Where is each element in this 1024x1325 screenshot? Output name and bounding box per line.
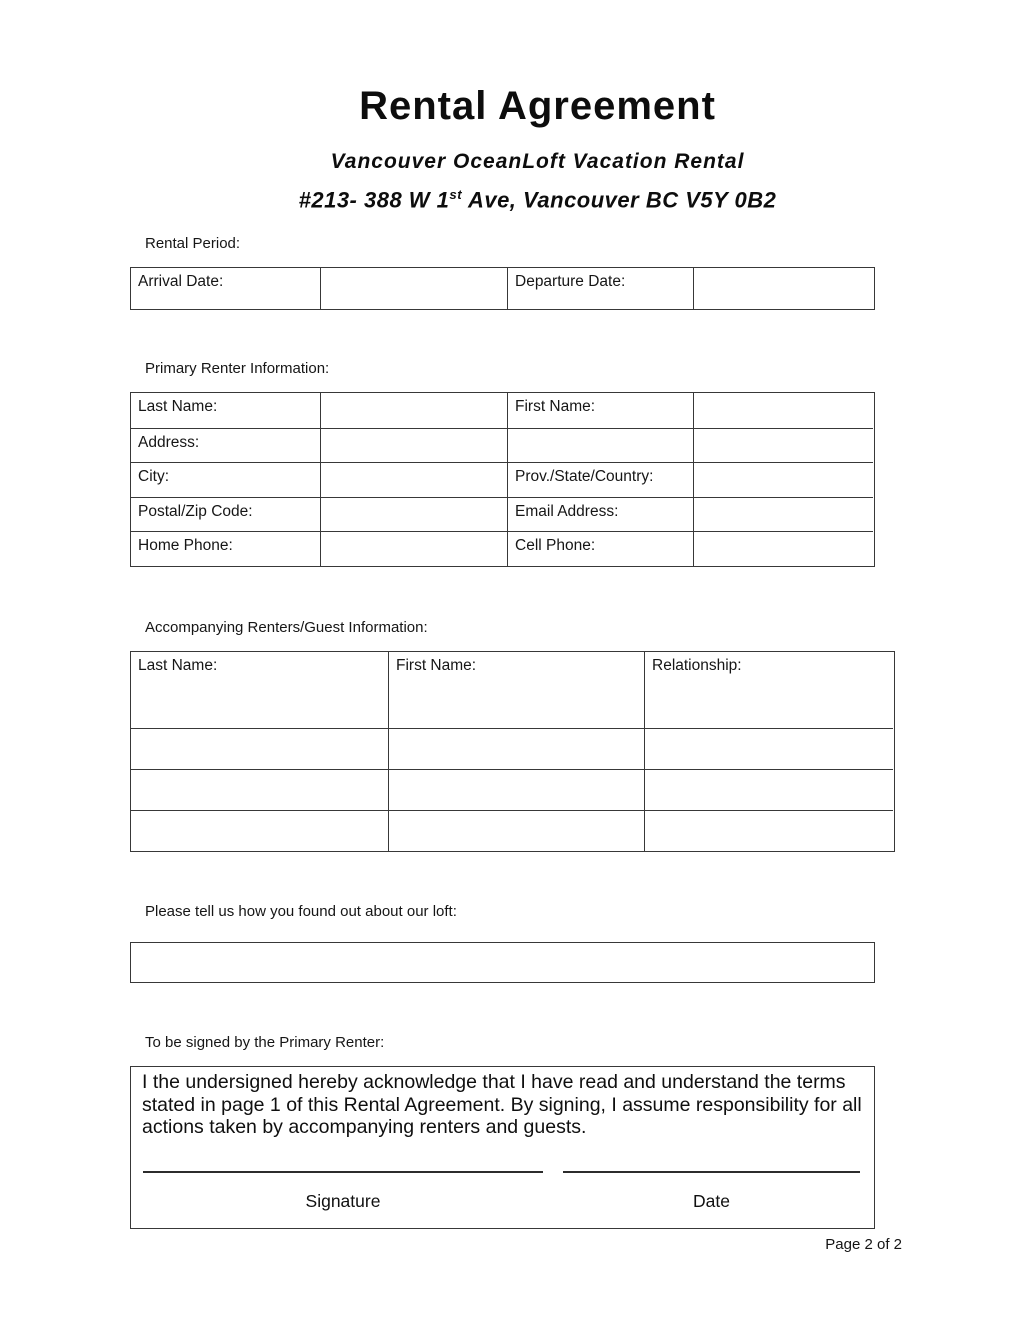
prov-state-country-label: Prov./State/Country: bbox=[507, 462, 693, 497]
home-phone-field[interactable] bbox=[320, 531, 507, 566]
guest-row3-relationship-cell[interactable] bbox=[644, 810, 893, 851]
first-name-label: First Name: bbox=[507, 393, 693, 428]
rental-period-table bbox=[130, 267, 875, 310]
guest-row3-first-name-cell[interactable] bbox=[388, 810, 644, 851]
guest-row2-relationship-cell[interactable] bbox=[644, 769, 893, 810]
arrival-date-field[interactable] bbox=[320, 268, 507, 309]
city-field[interactable] bbox=[320, 462, 507, 497]
departure-date-label: Departure Date: bbox=[507, 268, 693, 309]
guest-row2-first-name-cell[interactable] bbox=[388, 769, 644, 810]
guest-row1-last-name-cell[interactable] bbox=[131, 728, 388, 769]
address-prefix: #213- 388 W 1 bbox=[298, 187, 450, 213]
property-address bbox=[130, 187, 945, 213]
cell-phone-field[interactable] bbox=[693, 531, 873, 566]
referral-input[interactable] bbox=[130, 942, 875, 983]
address-ordinal-superscript: st bbox=[449, 187, 463, 202]
last-name-field[interactable] bbox=[320, 393, 507, 428]
email-address-label: Email Address: bbox=[507, 497, 693, 532]
address-label: Address: bbox=[131, 428, 320, 463]
signature-box bbox=[130, 1066, 875, 1229]
guest-relationship-header-cell[interactable] bbox=[644, 652, 893, 728]
guest-last-name-header-label: Last Name: bbox=[138, 657, 218, 674]
document-subtitle: Vancouver OceanLoft Vacation Rental bbox=[330, 150, 745, 173]
guest-row1-first-name-cell[interactable] bbox=[388, 728, 644, 769]
postal-zip-field[interactable] bbox=[320, 497, 507, 532]
acknowledgment-text: I the undersigned hereby acknowledge that I have read and understand the terms stated in page 1 of this Rental Agreement. By signing, I assume responsibility for all actions taken by accompanying renters and guests. bbox=[142, 1071, 862, 1138]
address-suffix: Ave, Vancouver BC V5Y 0B2 bbox=[462, 187, 777, 213]
address-field-cont-label bbox=[507, 428, 693, 463]
address-field-cont[interactable] bbox=[693, 428, 873, 463]
primary-renter-heading: Primary Renter Information: bbox=[145, 360, 330, 377]
guest-last-name-header-cell[interactable] bbox=[131, 652, 388, 728]
accompanying-guests-heading: Accompanying Renters/Guest Information: bbox=[145, 619, 428, 636]
referral-heading: Please tell us how you found out about our loft: bbox=[145, 903, 457, 920]
arrival-date-label: Arrival Date: bbox=[138, 273, 224, 290]
page-number: Page 2 of 2 bbox=[825, 1236, 902, 1253]
guest-first-name-header-cell[interactable] bbox=[388, 652, 644, 728]
date-caption: Date bbox=[693, 1191, 730, 1211]
guest-row1-relationship-cell[interactable] bbox=[644, 728, 893, 769]
date-line[interactable] bbox=[563, 1171, 860, 1173]
departure-date-field[interactable] bbox=[693, 268, 873, 309]
document-title: Rental Agreement bbox=[359, 84, 716, 128]
first-name-field[interactable] bbox=[693, 393, 873, 428]
prov-state-country-field[interactable] bbox=[693, 462, 873, 497]
accompanying-guests-table bbox=[130, 651, 895, 852]
home-phone-label: Home Phone: bbox=[131, 531, 320, 566]
signature-line[interactable] bbox=[143, 1171, 543, 1173]
last-name-label: Last Name: bbox=[138, 398, 218, 415]
guest-row3-last-name-cell[interactable] bbox=[131, 810, 388, 851]
signature-section-heading: To be signed by the Primary Renter: bbox=[145, 1034, 385, 1051]
primary-renter-table bbox=[130, 392, 875, 567]
signature-caption: Signature bbox=[305, 1191, 381, 1211]
guest-first-name-header-label: First Name: bbox=[396, 657, 477, 674]
postal-zip-label: Postal/Zip Code: bbox=[131, 497, 320, 532]
city-label: City: bbox=[131, 462, 320, 497]
email-address-field[interactable] bbox=[693, 497, 873, 532]
address-field[interactable] bbox=[320, 428, 507, 463]
cell-phone-label: Cell Phone: bbox=[507, 531, 693, 566]
guest-relationship-header-label: Relationship: bbox=[652, 657, 742, 674]
rental-period-heading: Rental Period: bbox=[145, 235, 241, 252]
guest-row2-last-name-cell[interactable] bbox=[131, 769, 388, 810]
